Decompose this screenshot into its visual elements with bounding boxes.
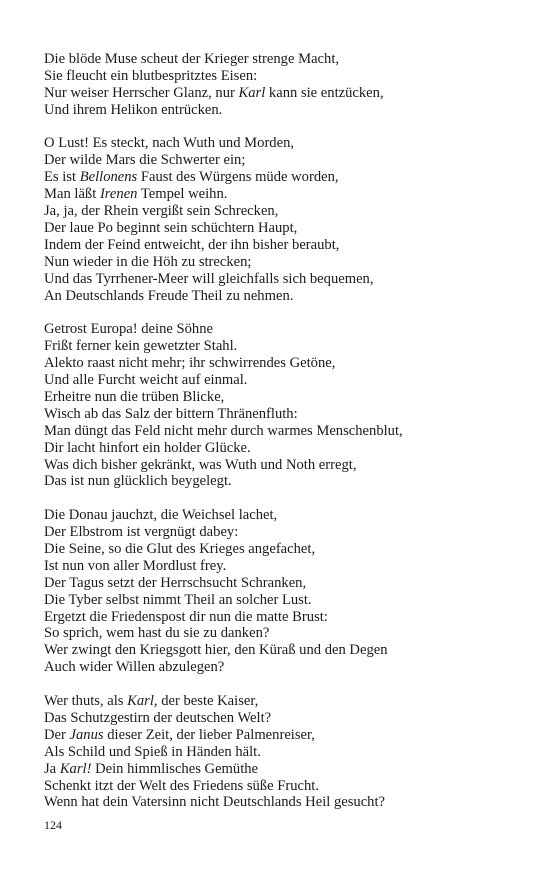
verse-line xyxy=(44,693,524,710)
verse-line xyxy=(44,135,524,152)
verse-line xyxy=(44,254,524,271)
verse-line xyxy=(44,288,524,305)
verse-line xyxy=(44,68,524,85)
verse-text: Schenkt itzt der Welt des Friedens süße Frucht. xyxy=(44,777,319,794)
verse-line xyxy=(44,761,524,778)
stanza xyxy=(44,51,524,119)
verse-line xyxy=(44,727,524,744)
verse-text: Wer thuts, als xyxy=(44,693,128,709)
verse-text: Man läßt xyxy=(44,186,100,203)
verse-text: Ja, ja, der Rhein vergißt sein Schrecken, xyxy=(44,203,279,220)
verse-text: Indem der Feind entweicht, der ihn bisher beraubt, xyxy=(44,236,340,253)
verse-line xyxy=(44,51,524,68)
verse-text: Nur weiser Herrscher Glanz, nur xyxy=(44,84,239,101)
verse-line xyxy=(44,406,524,423)
verse-text: Ergetzt die Friedenspost dir nun die matte Brust: xyxy=(44,608,328,625)
verse-line xyxy=(44,744,524,761)
poem-body xyxy=(44,51,524,828)
verse-text: Der wilde Mars die Schwerter ein; xyxy=(44,152,246,169)
verse-line xyxy=(44,203,524,220)
verse-line xyxy=(44,237,524,254)
verse-line xyxy=(44,625,524,642)
verse-text: Die blöde Muse scheut der Krieger strenge Macht, xyxy=(44,51,340,67)
verse-text: Der laue Po beginnt sein schüchtern Haupt, xyxy=(44,219,298,236)
page-number: 124 xyxy=(44,818,62,832)
verse-text: Und das Tyrrhener-Meer will gleichfalls sich bequemen, xyxy=(44,270,374,287)
verse-emphasis: Janus xyxy=(69,726,104,743)
verse-line xyxy=(44,423,524,440)
verse-text: Wenn hat dein Vatersinn nicht Deutschlands Heil gesucht? xyxy=(44,794,386,811)
verse-text: Was dich bisher gekränkt, was Wuth und Noth erregt, xyxy=(44,456,357,473)
verse-line xyxy=(44,592,524,609)
verse-line xyxy=(44,152,524,169)
verse-line xyxy=(44,642,524,659)
verse-line xyxy=(44,710,524,727)
verse-text: kann sie entzücken, xyxy=(265,84,384,101)
verse-text: Das ist nun glücklich beygelegt. xyxy=(44,473,232,490)
verse-text: Ja xyxy=(44,760,60,777)
verse-emphasis: Karl! xyxy=(59,760,92,777)
verse-text: Der Tagus setzt der Herrschsucht Schranken, xyxy=(44,574,307,591)
stanza xyxy=(44,507,524,676)
verse-text: Faust des Würgens müde worden, xyxy=(137,169,339,186)
verse-text: Und alle Furcht weicht auf einmal. xyxy=(44,372,248,388)
verse-line xyxy=(44,440,524,457)
verse-line xyxy=(44,271,524,288)
verse-line xyxy=(44,778,524,795)
verse-line xyxy=(44,372,524,389)
verse-text: O Lust! Es steckt, nach Wuth und Morden, xyxy=(44,135,295,152)
verse-text: Frißt ferner kein gewetzter Stahl. xyxy=(44,338,238,355)
verse-line xyxy=(44,220,524,237)
verse-line xyxy=(44,186,524,203)
verse-line xyxy=(44,85,524,102)
verse-text: Ist nun von aller Mordlust frey. xyxy=(44,557,227,574)
verse-text: Wisch ab das Salz der bittern Thränenfluth: xyxy=(44,405,298,422)
stanza xyxy=(44,135,524,304)
verse-text: Die Seine, so die Glut des Krieges angefachet, xyxy=(44,540,316,557)
verse-text: Der Elbstrom ist vergnügt dabey: xyxy=(44,524,239,541)
verse-line xyxy=(44,102,524,119)
verse-text: Sie fleucht ein blutbespritztes Eisen: xyxy=(44,67,258,84)
verse-text: Auch wider Willen abzulegen? xyxy=(44,659,225,676)
verse-text: der beste Kaiser, xyxy=(157,693,259,709)
verse-text: Die Donau jauchzt, die Weichsel lachet, xyxy=(44,507,278,524)
verse-line xyxy=(44,355,524,372)
verse-line xyxy=(44,524,524,541)
verse-line xyxy=(44,457,524,474)
verse-text: Erheitre nun die trüben Blicke, xyxy=(44,388,225,405)
verse-line xyxy=(44,507,524,524)
verse-text: So sprich, wem hast du sie zu danken? xyxy=(44,625,270,642)
verse-text: Die Tyber selbst nimmt Theil an solcher Lust. xyxy=(44,591,312,608)
verse-text: Dir lacht hinfort ein holder Glücke. xyxy=(44,439,251,456)
verse-text: Nun wieder in die Höh zu strecken; xyxy=(44,253,252,270)
verse-text: Als Schild und Spieß in Händen hält. xyxy=(44,743,261,760)
verse-text: Der xyxy=(44,726,70,743)
verse-line xyxy=(44,473,524,490)
stanza xyxy=(44,693,524,811)
verse-line xyxy=(44,389,524,406)
verse-text: Wer zwingt den Kriegsgott hier, den Küraß und den Degen xyxy=(44,642,388,659)
verse-line xyxy=(44,609,524,626)
verse-text: Man düngt das Feld nicht mehr durch warmes Menschenblut, xyxy=(44,422,403,439)
verse-text: Tempel weihn. xyxy=(137,186,228,203)
verse-emphasis: Bellonens xyxy=(79,169,138,186)
verse-emphasis: Karl xyxy=(238,84,266,101)
verse-line xyxy=(44,659,524,676)
verse-emphasis: Irenen xyxy=(99,186,138,203)
verse-line xyxy=(44,794,524,811)
verse-line xyxy=(44,338,524,355)
verse-line xyxy=(44,575,524,592)
verse-line xyxy=(44,169,524,186)
verse-line xyxy=(44,558,524,575)
verse-text: Es ist xyxy=(44,169,80,186)
verse-text: Alekto raast nicht mehr; ihr schwirrendes Getöne, xyxy=(44,355,336,372)
stanza xyxy=(44,321,524,490)
verse-text: Dein himmlisches Gemüthe xyxy=(91,760,259,777)
verse-emphasis: Karl, xyxy=(127,693,158,709)
verse-text: An Deutschlands Freude Theil zu nehmen. xyxy=(44,287,294,304)
verse-text: dieser Zeit, der lieber Palmenreiser, xyxy=(103,726,315,743)
verse-text: Und ihrem Helikon entrücken. xyxy=(44,101,223,118)
verse-text: Das Schutzgestirn der deutschen Welt? xyxy=(44,709,272,726)
verse-line xyxy=(44,541,524,558)
verse-text: Getrost Europa! deine Söhne xyxy=(44,321,213,338)
verse-line xyxy=(44,321,524,338)
